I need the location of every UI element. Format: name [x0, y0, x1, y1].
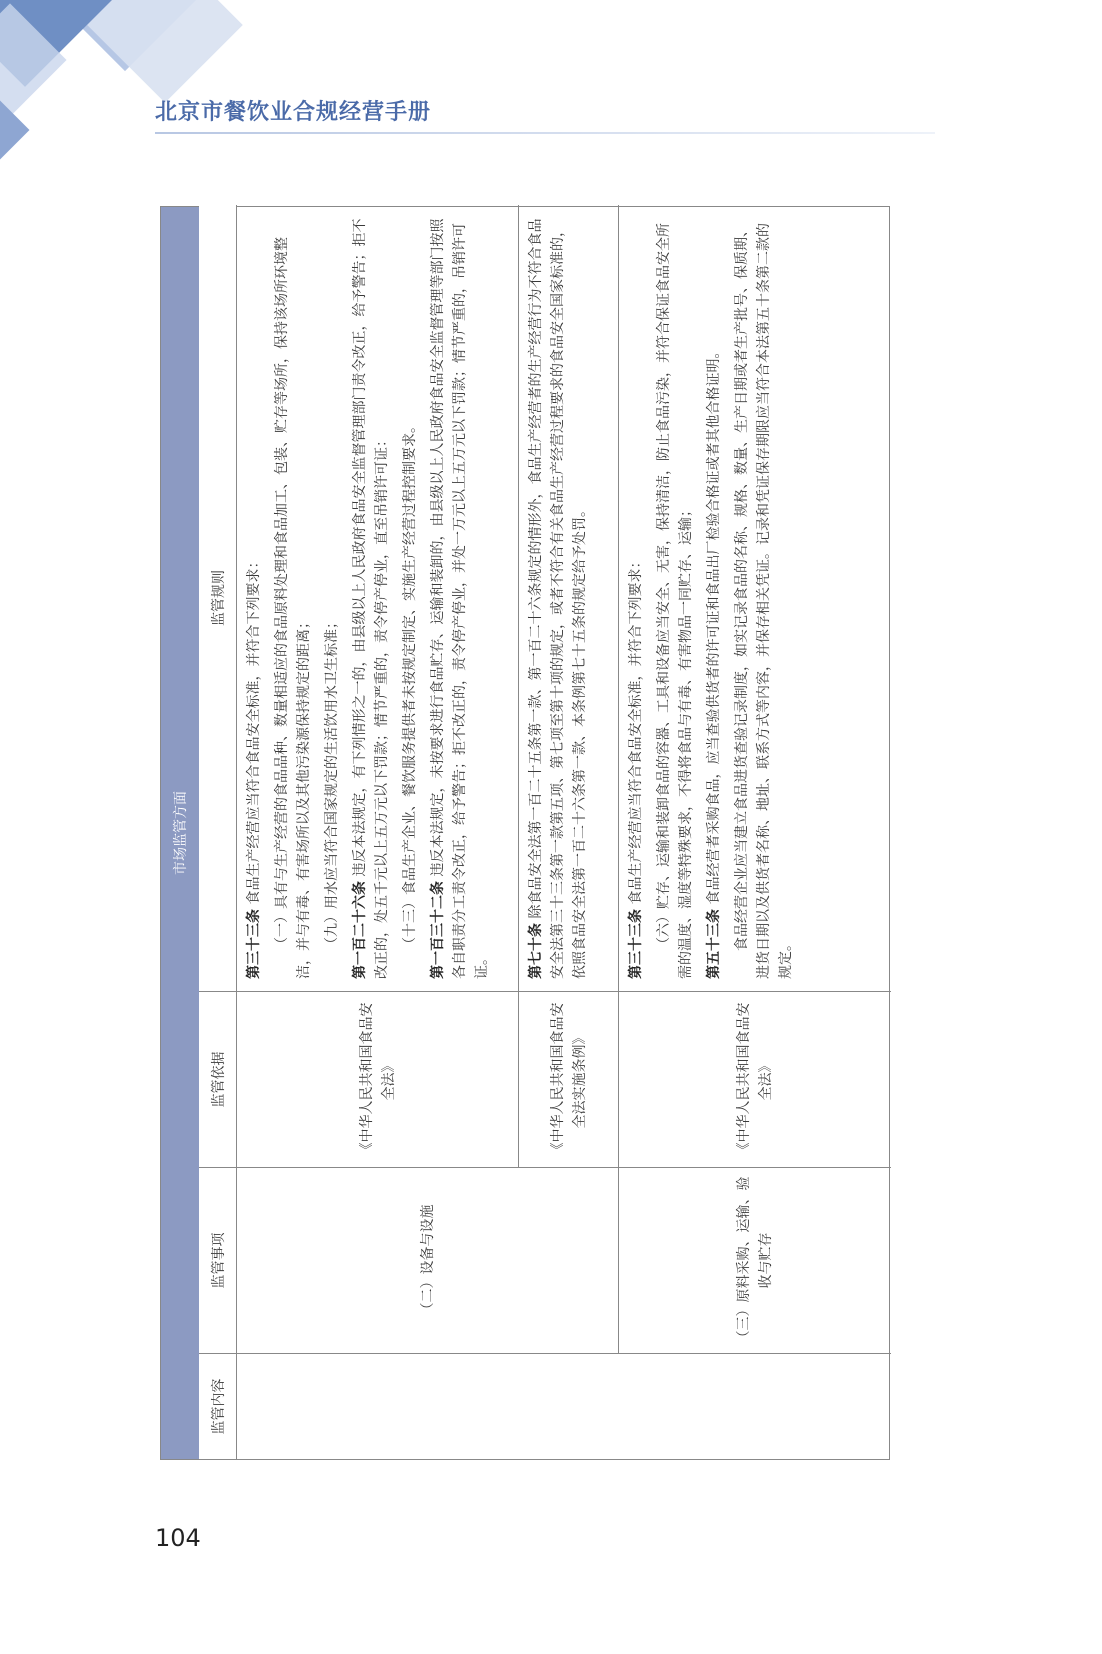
content-cell: [237, 1353, 891, 1459]
item-cell-equipment: [237, 1167, 619, 1353]
basis-cell: [237, 991, 519, 1167]
article-text: 食品经营者采购食品，应当查验供货者的许可证和食品出厂检验合格证或者其他合格证明。: [706, 344, 722, 909]
header-divider: [155, 132, 935, 134]
article-title: 第一百三十二条: [430, 881, 446, 979]
column-header-rules: 监管规则: [199, 205, 237, 991]
item-cell-purchase: [619, 1167, 891, 1353]
basis-label: 《中华人民共和国食品安全法》: [736, 1002, 774, 1157]
rule-cell: [519, 205, 619, 991]
article-title: 第三十三条: [246, 909, 262, 979]
item-label: （二）设备与设施: [419, 1204, 436, 1317]
article-text: 食品生产经营应当符合食品安全标准，并符合下列要求：: [246, 554, 262, 909]
article-text: 违反本法规定，有下列情形之一的，由县级以上人民政府食品安全监督管理部门责令改正，给予警告；拒不改正的，处五千元以上五万元以下罚款；情节严重的，责令停产停业，直至吊销许可证：: [352, 218, 390, 979]
article-paragraph: 食品经营企业应当建立食品进货查验记录制度，如实记录食品的名称、规格、数量、生产日期或者生产批号、保质期、进货日期以及供货者名称、地址、联系方式等内容，并保存相关凭证。记录和凭证保存期限应当符合本法第五十条第二款的规定。: [734, 223, 794, 979]
article-text: 除食品安全法第一百二十五条第一款、第一百二十六条规定的情形外，食品生产经营者的生产经营行为不符合食品安全法第三十三条第一款第五项、第七项至第十项的规定，或者不符合有关食品生产经营过程要求的食品安全国家标准的，依照食品安全法第一百二十六条第一款、本条例第七十五条的规定给予处罚。: [528, 218, 588, 979]
article-text: 违反本法规定，未按要求进行食品贮存、运输和装卸的，由县级以上人民政府食品安全监督管理等部门按照各自职责分工责令改正，给予警告；拒不改正的，责令停产停业，并处一万元以上五万元以下罚款；情节严重的，吊销许可证。: [430, 218, 490, 979]
rule-cell: [619, 205, 891, 991]
regulation-table: [160, 206, 890, 1460]
article-title: 第三十三条: [628, 909, 644, 979]
article-item: （十三）食品生产企业、餐饮服务提供者未按规定制定、实施生产经营过程控制要求。: [402, 419, 418, 951]
rule-cell: [237, 205, 519, 991]
article-title: 第五十三条: [706, 909, 722, 979]
table-title: 市场监管方面: [161, 207, 199, 1459]
article-title: 第七十条: [528, 923, 544, 979]
item-label: （三）原料采购、运输、验收与贮存: [736, 1176, 774, 1345]
article-item: （一）具有与生产经营的食品品种、数量相适应的食品原料处理和食品加工、包装、贮存等场所，保持该场所环境整洁，并与有毒、有害场所以及其他污染源保持规定的距离；: [274, 237, 312, 979]
article-item: （六）贮存、运输和装卸食品的容器、工具和设备应当安全、无害，保持清洁，防止食品污染，并符合保证食品安全所需的温度、湿度等特殊要求，不得将食品与有毒、有害物品一同贮存、运输；: [656, 223, 694, 979]
column-header-item: 监管事项: [199, 1167, 237, 1353]
basis-label: 《中华人民共和国食品安全法实施条例》: [549, 1002, 588, 1157]
basis-label: 《中华人民共和国食品安全法》: [358, 1002, 397, 1157]
article-item: （九）用水应当符合国家规定的生活饮用水卫生标准；: [324, 615, 340, 951]
basis-cell: [619, 991, 891, 1167]
column-header-basis: 监管依据: [199, 991, 237, 1167]
article-text: 食品生产经营应当符合食品安全标准，并符合下列要求：: [628, 554, 644, 909]
page-number: 104: [155, 1524, 201, 1552]
article-title: 第一百二十六条: [352, 881, 368, 979]
column-header-content: 监管内容: [199, 1353, 237, 1459]
page-title: 北京市餐饮业合规经营手册: [155, 100, 432, 125]
basis-cell: [519, 991, 619, 1167]
